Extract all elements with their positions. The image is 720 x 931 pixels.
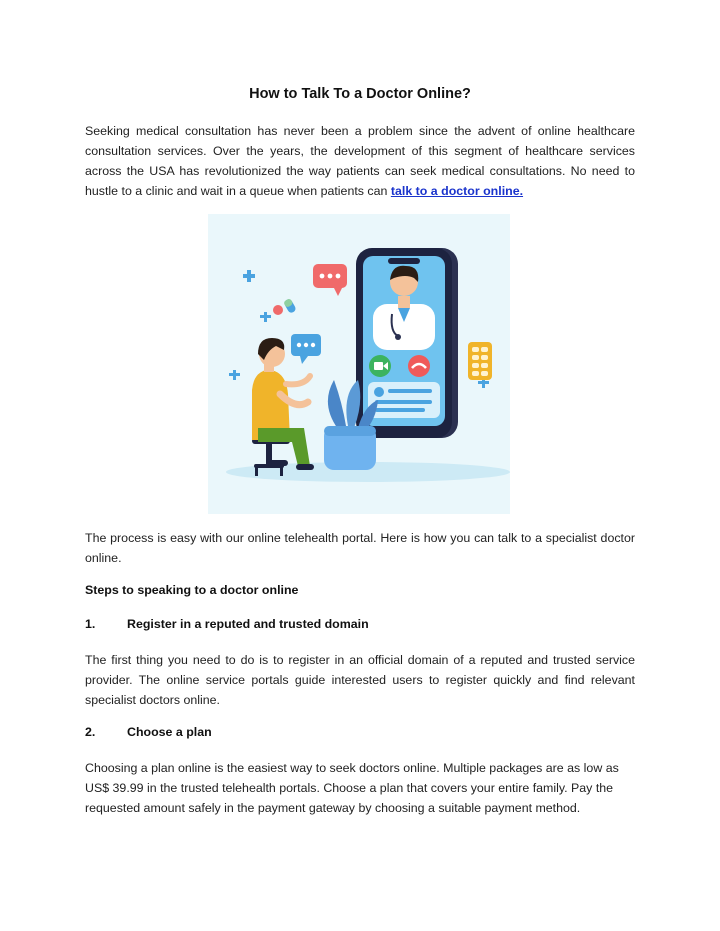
steps-heading: Steps to speaking to a doctor online (85, 583, 299, 597)
step-2-number: 2. (85, 725, 96, 739)
intro-text: Seeking medical consultation has never been a problem since the advent of online healthcare consultation services. Over the years, the development of this segment of healthcare services across the USA has revolutionized the way patients can seek medical consultations. No need to hustle to a clinic and wait in a queue when patients can (85, 124, 635, 198)
step-2-body: Choosing a plan online is the easiest way to seek doctors online. Multiple packages are as low as US$ 39.99 in the trusted telehealth portals. Choose a plan that covers your entire family. Pay the requested amount safely in the payment gateway by choosing a suitable payment method. (85, 761, 619, 815)
step-2-title: Choose a plan (127, 725, 212, 739)
step-1-title: Register in a reputed and trusted domain (127, 617, 369, 631)
telehealth-illustration (208, 214, 510, 514)
step-1-body: The first thing you need to do is to register in an official domain of a reputed and trusted service provider. The online service portals guide interested users to register quickly and find relevant specialist doctors online. (85, 653, 635, 707)
talk-to-doctor-link[interactable]: talk to a doctor online. (390, 184, 524, 198)
pill-pack-icon (468, 342, 492, 380)
step-2-heading (85, 725, 212, 739)
step-1-heading (85, 617, 369, 631)
process-paragraph: The process is easy with our online telehealth portal. Here is how you can talk to a specialist doctor online. (85, 531, 635, 565)
info-card (368, 382, 440, 418)
step-1-number: 1. (85, 617, 96, 631)
intro-paragraph (85, 121, 635, 201)
page-title: How to Talk To a Doctor Online? (249, 86, 471, 102)
end-call-icon (408, 355, 430, 377)
